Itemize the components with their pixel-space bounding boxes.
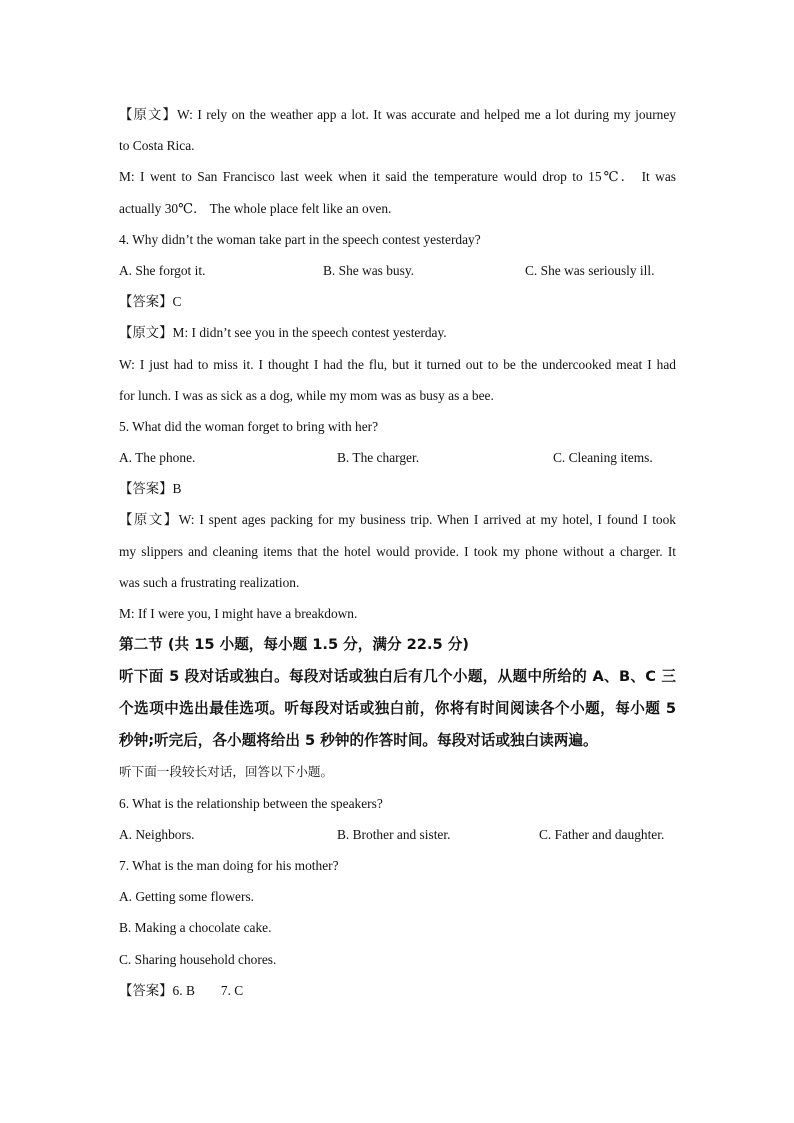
question-5: 5. What did the woman forget to bring with her? [119, 418, 379, 434]
answer-5: 【答案】B [119, 481, 182, 497]
option-c: C. Father and daughter. [539, 826, 665, 842]
option-a: A. The phone. [119, 450, 196, 466]
transcript-line: for lunch. I was as sick as a dog, while my mom was as busy as a bee. [119, 387, 494, 403]
transcript-line: M: I went to San Francisco last week when it said the temperature would drop to 15℃． It was [119, 169, 676, 185]
transcript-line: my slippers and cleaning items that the hotel would provide. I took my phone without a charger. It [119, 543, 676, 559]
option-a: A. Neighbors. [119, 826, 195, 842]
answer-7: 7. C [220, 982, 244, 998]
sub-instruction: 听下面一段较长对话，回答以下小题。 [119, 764, 334, 780]
transcript-line: actually 30℃． The whole place felt like an oven. [119, 200, 392, 216]
option-b: B. Brother and sister. [337, 826, 451, 842]
option-c: C. Cleaning items. [553, 450, 653, 466]
option-b: B. She was busy. [323, 262, 415, 278]
transcript-line: 【原文】W: I rely on the weather app a lot. It was accurate and helped me a lot during my journey [119, 107, 676, 122]
section-heading: 第二节 (共 15 小题，每小题 1.5 分，满分 22.5 分) [119, 636, 469, 654]
answer-4: 【答案】C [119, 294, 182, 310]
answer-6-7 [119, 975, 676, 1006]
transcript-line: 【原文】W: I spent ages packing for my business trip. When I arrived at my hotel, I found I took [119, 512, 676, 528]
transcript-line: W: I just had to miss it. I thought I had the flu, but it turned out to be the undercooked meat I had [119, 356, 676, 372]
option-b: B. The charger. [337, 450, 420, 466]
question-6-options [119, 819, 676, 850]
question-4-options [119, 255, 676, 286]
option-a: A. Getting some flowers. [119, 889, 254, 905]
answer-6: 【答案】6. B [119, 982, 195, 998]
option-c: C. Sharing household chores. [119, 951, 277, 967]
question-4: 4. Why didn’t the woman take part in the speech contest yesterday? [119, 231, 481, 247]
option-c: C. She was seriously ill. [525, 262, 655, 278]
option-b: B. Making a chocolate cake. [119, 920, 272, 936]
section-instruction: 听下面 5 段对话或独白。每段对话或独白后有几个小题，从题中所给的 A、B、C 三个选项中选出最佳选项。听每段对话或独白前，你将有时间阅读各个小题，每小题 5 秒钟;听完后，各小题将给出 5 秒钟的作答时间。每段对话或独白读两遍。 [119, 667, 676, 749]
document-content [119, 99, 676, 1006]
option-a: A. She forgot it. [119, 262, 206, 278]
transcript-line: M: If I were you, I might have a breakdown. [119, 606, 358, 621]
question-7: 7. What is the man doing for his mother? [119, 857, 339, 873]
question-6: 6. What is the relationship between the speakers? [119, 795, 383, 811]
question-5-options [119, 442, 676, 473]
transcript-line: 【原文】M: I didn’t see you in the speech contest yesterday. [119, 325, 447, 341]
transcript-line: was such a frustrating realization. [119, 574, 300, 590]
transcript-line: to Costa Rica. [119, 138, 195, 154]
